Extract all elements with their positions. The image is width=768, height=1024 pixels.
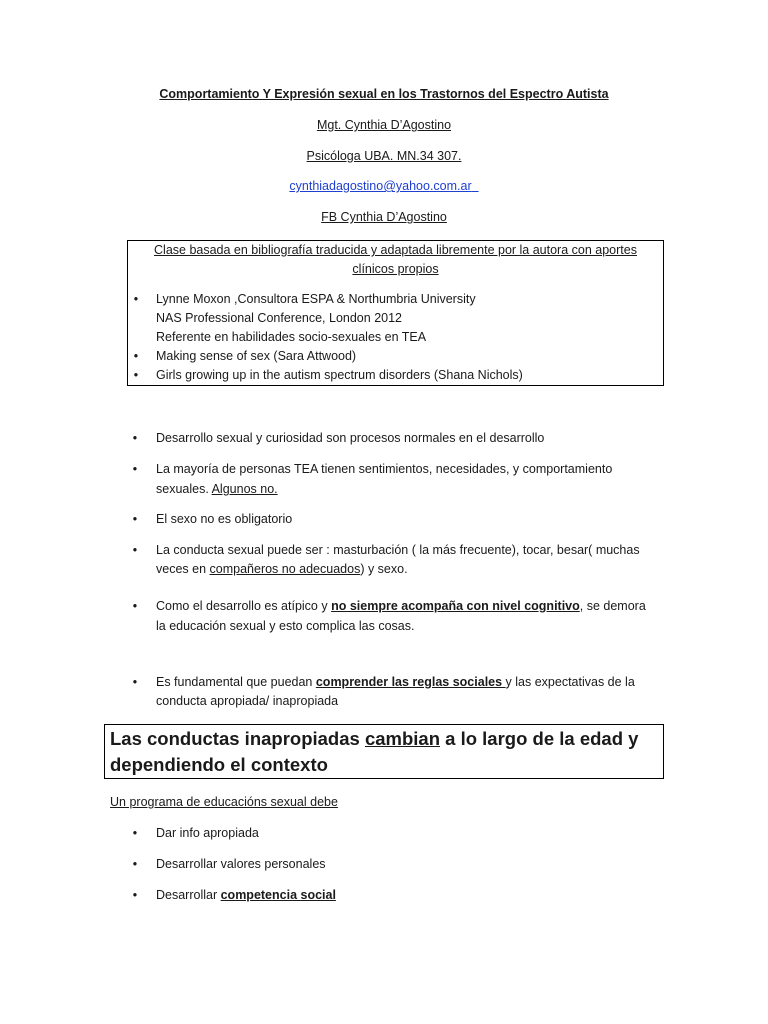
highlight-box: [104, 724, 664, 779]
bullet: •: [132, 888, 138, 902]
bullet: •: [132, 512, 138, 526]
bullet: •: [133, 349, 139, 363]
emphasis-text: comprender las reglas sociales: [315, 675, 506, 689]
text-span: Es fundamental que puedan: [156, 675, 316, 689]
bullet: •: [132, 826, 138, 840]
emphasis-text: no siempre acompaña con nivel cognitivo: [331, 599, 580, 613]
point-text-line2: [156, 562, 408, 576]
program-item: Dar info apropiada: [156, 826, 259, 840]
text-span: a lo largo de la edad y: [440, 728, 639, 749]
source-line: Making sense of sex (Sara Attwood): [156, 349, 357, 363]
bullet: •: [132, 675, 138, 689]
text-span: Desarrollar: [156, 888, 221, 902]
point-text-line2: conducta apropiada/ inapropiada: [156, 694, 339, 708]
point-text: La conducta sexual puede ser : masturbación ( la más frecuente), tocar, besar( muchas: [156, 543, 640, 557]
email-line: [0, 179, 768, 193]
email-link[interactable]: cynthiadagostino@yahoo.com.ar: [289, 179, 472, 193]
text-span: Las conductas inapropiadas: [110, 728, 365, 749]
bullet: •: [132, 462, 138, 476]
source-line: Girls growing up in the autism spectrum disorders (Shana Nichols): [156, 368, 523, 382]
point-text: [156, 675, 635, 689]
source-line: Referente en habilidades socio-sexuales en TEA: [156, 330, 427, 344]
point-text-line2: la educación sexual y esto complica las cosas.: [156, 619, 415, 633]
highlight-line2: dependiendo el contexto: [110, 754, 328, 775]
text-span: y las expectativas de la: [505, 675, 635, 689]
point-text: Desarrollo sexual y curiosidad son procesos normales en el desarrollo: [156, 431, 545, 445]
text-span: Como el desarrollo es atípico y: [156, 599, 332, 613]
bullet: •: [132, 431, 138, 445]
text-span: ) y sexo.: [360, 562, 408, 576]
sources-intro-line2: clínicos propios: [352, 262, 439, 276]
bullet: •: [132, 543, 138, 557]
bullet: •: [133, 292, 139, 306]
document-title: Comportamiento Y Expresión sexual en los Trastornos del Espectro Autista: [159, 87, 609, 101]
highlight-line1: [110, 728, 638, 750]
program-item: Desarrollar valores personales: [156, 857, 326, 871]
sources-intro-line1: Clase basada en bibliografía traducida y adaptada libremente por la autora con aportes: [154, 243, 637, 257]
point-text: La mayoría de personas TEA tienen sentimientos, necesidades, y comportamiento: [156, 462, 613, 476]
text-span: sexuales.: [156, 482, 212, 496]
author-name: Mgt. Cynthia D’Agostino: [316, 118, 452, 132]
bullet: •: [132, 599, 138, 613]
text-span: , se demora: [579, 599, 646, 613]
program-heading: Un programa de educacións sexual debe: [110, 795, 338, 809]
point-text-line2: [156, 482, 278, 496]
bullet: •: [133, 368, 139, 382]
emphasis-text: Algunos no.: [211, 482, 278, 496]
facebook-handle: FB Cynthia D’Agostino: [321, 210, 447, 224]
sources-box: [127, 240, 664, 386]
emphasis-text: competencia social: [220, 888, 336, 902]
author-credential: Psicóloga UBA. MN.34 307.: [306, 149, 462, 163]
program-item: [156, 888, 336, 902]
emphasis-text: compañeros no adecuados: [209, 562, 361, 576]
point-text: El sexo no es obligatorio: [156, 512, 293, 526]
point-text: [156, 599, 646, 613]
text-span: veces en: [156, 562, 210, 576]
source-line: Lynne Moxon ,Consultora ESPA & Northumbria University: [156, 292, 476, 306]
source-line: NAS Professional Conference, London 2012: [156, 311, 402, 325]
emphasis-text: cambian: [364, 728, 441, 749]
bullet: •: [132, 857, 138, 871]
